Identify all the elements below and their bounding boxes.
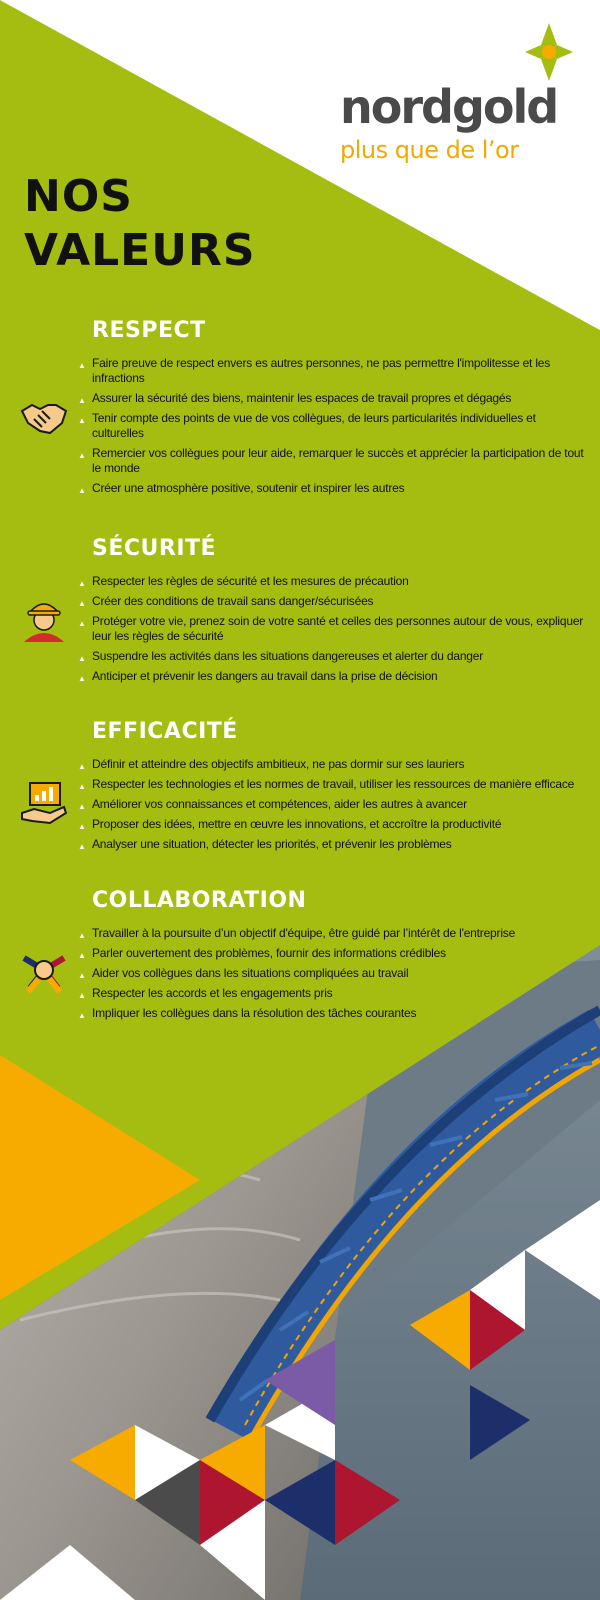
list-item: ▲ Respecter les technologies et les normes de travail, utiliser les ressources de manière efficace [78, 777, 588, 792]
list-item: ▲ Respecter les règles de sécurité et les mesures de précaution [78, 574, 588, 589]
list-item: ▲ Améliorer vos connaissances et compétences, aider les autres à avancer [78, 797, 588, 812]
diamond-star-icon [525, 23, 573, 81]
list-item: ▲ Analyser une situation, détecter les priorités, et prévenir les problèmes [78, 837, 588, 852]
hard-hat-worker-icon [20, 596, 68, 644]
brand-name: nordgold [340, 80, 558, 134]
list-item: ▲ Créer des conditions de travail sans danger/sécurisées [78, 594, 588, 609]
list-item: ▲ Anticiper et prévenir les dangers au travail dans la prise de décision [78, 669, 588, 684]
list-item: ▲ Définir et atteindre des objectifs ambitieux, ne pas dormir sur ses lauriers [78, 757, 588, 772]
efficacite-list [78, 757, 588, 857]
list-item: ▲ Travailler à la poursuite d’un objectif d'équipe, être guidé par l’intérêt de l'entreprise [78, 926, 588, 941]
chart-in-hand-icon [20, 779, 68, 827]
section-title: RESPECT [92, 318, 206, 343]
collaboration-list [78, 926, 588, 1026]
list-item: ▲ Remercier vos collègues pour leur aide, remarquer le succès et apprécier la participation de tout le monde [78, 446, 588, 476]
list-item: ▲ Parler ouvertement des problèmes, fournir des informations crédibles [78, 946, 588, 961]
list-item: ▲ Créer une atmosphère positive, soutenir et inspirer les autres [78, 481, 588, 496]
list-item: ▲ Protéger votre vie, prenez soin de votre santé et celles des personnes autour de vous, expliquer leur les règles de sécurité [78, 614, 588, 644]
list-item: ▲ Respecter les accords et les engagements pris [78, 986, 588, 1001]
handshake-icon [20, 393, 68, 441]
list-item: ▲ Faire preuve de respect envers es autres personnes, ne pas permettre l'impolitesse et les infractions [78, 356, 588, 386]
list-item: ▲ Aider vos collègues dans les situations compliquées au travail [78, 966, 588, 981]
section-title: EFFICACITÉ [92, 719, 238, 744]
title-line-1: NOS [24, 171, 133, 222]
securite-list [78, 574, 588, 689]
list-item: ▲ Impliquer les collègues dans la résolution des tâches courantes [78, 1006, 588, 1021]
title-line-2: VALEURS [24, 225, 256, 276]
brand-tagline: plus que de l’or [340, 136, 519, 164]
list-item: ▲ Suspendre les activités dans les situations dangereuses et alerter du danger [78, 649, 588, 664]
list-item: ▲ Proposer des idées, mettre en œuvre les innovations, et accroître la productivité [78, 817, 588, 832]
respect-list [78, 356, 588, 501]
list-item: ▲ Tenir compte des points de vue de vos collègues, de leurs particularités individuelles et culturelles [78, 411, 588, 441]
page-title [24, 170, 256, 278]
section-title: COLLABORATION [92, 888, 307, 913]
list-item: ▲ Assurer la sécurité des biens, maintenir les espaces de travail propres et dégagés [78, 391, 588, 406]
section-title: SÉCURITÉ [92, 536, 217, 561]
stacked-hands-icon [20, 948, 68, 996]
